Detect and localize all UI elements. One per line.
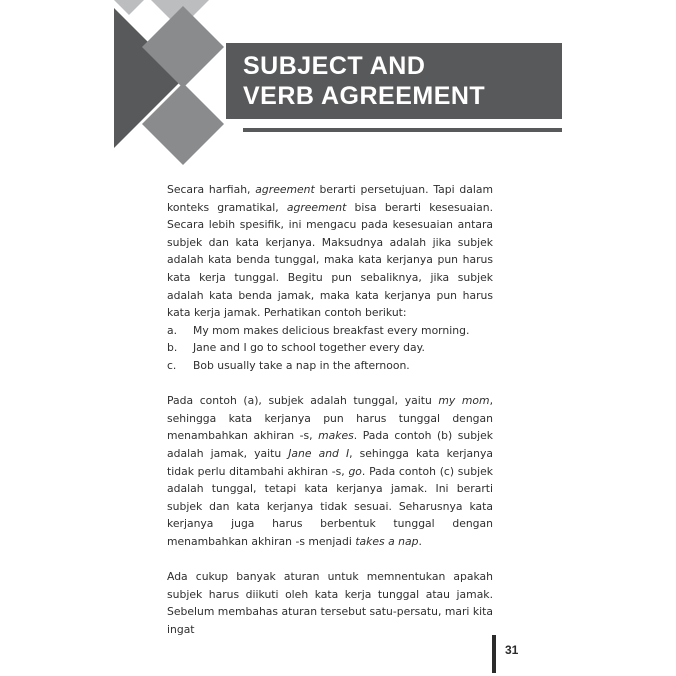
- example-item: [167, 339, 493, 357]
- page-number: 31: [505, 643, 519, 657]
- paragraph-spacer: [167, 550, 493, 568]
- example-letter: b.: [167, 341, 178, 355]
- text-run: .: [418, 534, 422, 548]
- paragraph-intro: [167, 181, 493, 322]
- italic-term: my mom: [438, 394, 490, 408]
- chapter-title-line-2: VERB AGREEMENT: [243, 82, 486, 110]
- example-text: Bob usually take a nap in the afternoon.: [193, 358, 410, 372]
- chapter-title: [243, 51, 485, 111]
- text-run: Pada contoh (a), subjek adalah tunggal, yaitu: [167, 394, 439, 408]
- paragraph-rules-intro: [167, 568, 493, 638]
- text-run: . Pada contoh (c) subjek adalah tunggal, tetapi kata kerjanya jamak. Ini berarti subjek dan kata kerjanya tidak sesuai. Seharusnya kata kerjanya juga harus berbentuk tunggal dengan menambahkan akhiran -s menjadi: [167, 464, 493, 548]
- text-run: . Pada contoh (b) subjek adalah jamak, yaitu: [167, 429, 493, 460]
- text-run: Secara harfiah,: [167, 183, 256, 196]
- italic-term: Jane and I: [288, 446, 350, 460]
- italic-term: takes a nap: [355, 534, 419, 548]
- example-item: [167, 322, 493, 340]
- page-number-bar: [492, 635, 496, 673]
- example-text: My mom makes delicious breakfast every morning.: [193, 323, 470, 337]
- text-run: , sehingga kata kerjanya pun harus tunggal dengan menambahkan akhiran -s,: [167, 394, 493, 443]
- italic-term: agreement: [286, 200, 347, 214]
- text-run: berarti persetujuan. Tapi dalam konteks gramatikal,: [167, 183, 493, 214]
- title-underline: [243, 128, 562, 132]
- example-item: [167, 357, 493, 375]
- example-letter: a.: [167, 323, 178, 337]
- paragraph-explanation: [167, 392, 493, 550]
- body-text: [167, 181, 493, 638]
- example-letter: c.: [167, 358, 177, 372]
- text-run: bisa berarti kesesuaian. Secara lebih spesifik, ini mengacu pada kesesuaian antara subjek dan kata kerjanya. Maksudnya adalah jika subjek adalah kata benda tunggal, maka kata kerjanya pun harus kata kerja tunggal. Begitu pun sebaliknya, jika subjek adalah kata benda jamak, maka kata kerjanya pun harus kata kerja jamak. Perhatikan contoh berikut:: [167, 200, 493, 320]
- italic-term: agreement: [255, 183, 315, 196]
- italic-term: go: [348, 464, 362, 478]
- example-list: [167, 322, 493, 375]
- text-run: , sehingga kata kerjanya tidak perlu ditambahi akhiran -s,: [167, 446, 493, 478]
- example-text: Jane and I go to school together every day.: [193, 341, 425, 355]
- text-run: Ada cukup banyak aturan untuk memnentukan apakah subjek harus diikuti oleh kata kerja tunggal atau jamak. Sebelum membahas aturan tersebut satu-persatu, mari kita ingat: [167, 570, 493, 636]
- paragraph-spacer: [167, 375, 493, 393]
- chapter-title-line-1: SUBJECT AND: [243, 52, 426, 80]
- italic-term: makes: [318, 429, 354, 443]
